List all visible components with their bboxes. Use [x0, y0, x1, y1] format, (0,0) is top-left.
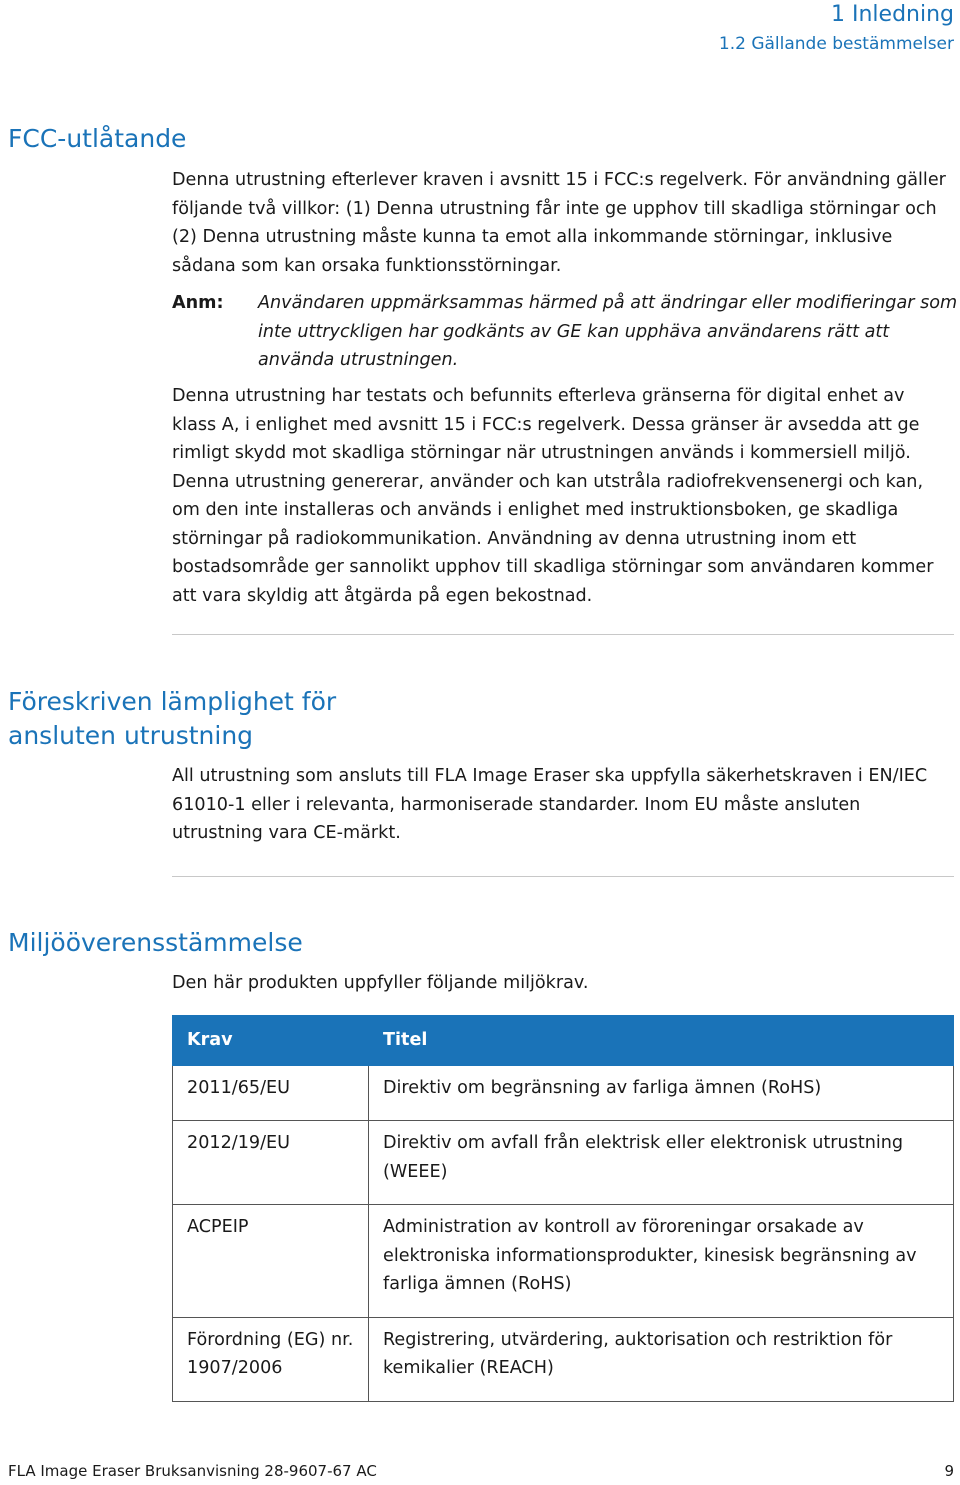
- table-row: [173, 1121, 954, 1205]
- table-cell-krav: 2011/65/EU: [173, 1065, 369, 1121]
- requirements-table: [172, 1015, 954, 1402]
- table-header-row: [173, 1016, 954, 1066]
- fcc-paragraph-1: [172, 166, 954, 280]
- environment-title: Miljööverensstämmelse: [8, 928, 303, 957]
- suitability-title: [8, 685, 336, 753]
- table-row: [173, 1065, 954, 1121]
- chapter-heading: 1 Inledning: [831, 2, 954, 27]
- section-divider: [172, 634, 954, 635]
- section-divider: [172, 876, 954, 877]
- note-text: Användaren uppmärksammas härmed på att ändringar eller modifieringar som inte uttryckligen har godkänts av GE kan upphäva användarens rätt att använda utrustningen.: [258, 293, 958, 370]
- table-cell-titel: Direktiv om begränsning av farliga ämnen (RoHS): [369, 1065, 954, 1121]
- suitability-text: All utrustning som ansluts till FLA Image Eraser ska uppfylla säkerhetskraven i EN/IEC 61010-1 eller i relevanta, harmoniserade standarder. Inom EU måste ansluten utrustning vara CE-märkt.: [172, 766, 928, 843]
- suitability-title-line1: Föreskriven lämplighet för: [8, 687, 337, 716]
- footer-document-title: FLA Image Eraser Bruksanvisning 28-9607-67 AC: [8, 1462, 377, 1480]
- section-heading: 1.2 Gällande bestämmelser: [718, 34, 954, 54]
- note-label: Anm:: [172, 293, 224, 313]
- fcc-para2-text: Denna utrustning har testats och befunnits efterleva gränserna för digital enhet av klass A, i enlighet med avsnitt 15 i FCC:s regelverk. Dessa gränser är avsedda att ge rimligt skydd mot skadliga störningar när utrustningen används i kommersiell miljö. Denna utrustning genererar, använder och kan utstråla radiofrekvensenergi och kan, om den inte installeras och används i enlighet med instruktionsboken, ge skadliga störningar på radiokommunikation. Användning av denna utrustning inom ett bostadsområde ger sannolikt upphov till skadliga störningar som användaren kommer att vara skyldig att åtgärda på egen bekostnad.: [172, 386, 934, 606]
- footer-page-number: 9: [944, 1462, 954, 1480]
- fcc-paragraph-2: [172, 382, 954, 610]
- environment-intro: Den här produkten uppfyller följande miljökrav.: [172, 973, 589, 993]
- table-cell-titel: Administration av kontroll av föroreningar orsakade av elektroniska informationsprodukter, kinesisk begränsning av farliga ämnen (RoHS): [369, 1205, 954, 1318]
- table-cell-krav: 2012/19/EU: [173, 1121, 369, 1205]
- fcc-title: FCC-utlåtande: [8, 124, 187, 153]
- suitability-paragraph: [172, 762, 954, 848]
- table-cell-titel: Direktiv om avfall från elektrisk eller elektronisk utrustning (WEEE): [369, 1121, 954, 1205]
- table-cell-krav: Förordning (EG) nr. 1907/2006: [173, 1317, 369, 1401]
- table-cell-krav: ACPEIP: [173, 1205, 369, 1318]
- table-row: [173, 1205, 954, 1318]
- header-titel: Titel: [369, 1016, 954, 1066]
- header-krav: Krav: [173, 1016, 369, 1066]
- table-row: [173, 1317, 954, 1401]
- fcc-para1-text: Denna utrustning efterlever kraven i avsnitt 15 i FCC:s regelverk. För användning gäller följande två villkor: (1) Denna utrustning får inte ge upphov till skadliga störningar och (2) Denna utrustning måste kunna ta emot alla inkommande störningar, inklusive sådana som kan orsaka funktionsstörningar.: [172, 170, 946, 276]
- table-cell-titel: Registrering, utvärdering, auktorisation och restriktion för kemikalier (REACH): [369, 1317, 954, 1401]
- suitability-title-line2: ansluten utrustning: [8, 721, 254, 750]
